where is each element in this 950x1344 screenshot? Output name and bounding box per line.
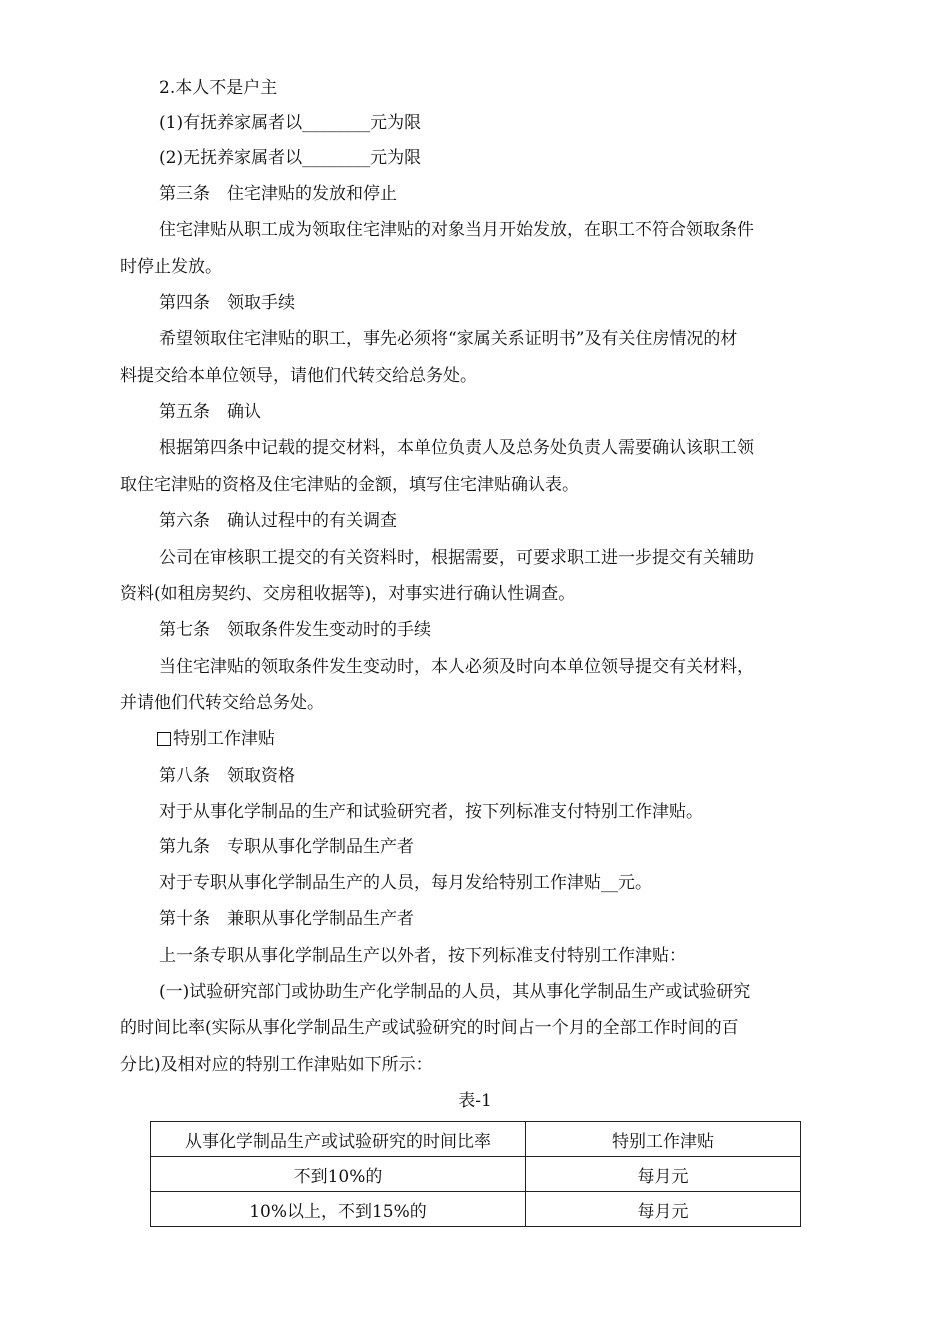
text-line: 对于从事化学制品的生产和试验研究者，按下列标准支付特别工作津贴。: [159, 802, 703, 822]
table-caption: 表-1: [458, 1091, 492, 1111]
article-heading: 第四条 领取手续: [159, 293, 295, 313]
text-line: 料提交给本单位领导，请他们代转交给总务处。: [120, 366, 477, 386]
text-line: 根据第四条中记载的提交材料，本单位负责人及总务处负责人需要确认该职工领: [159, 438, 754, 458]
text-line: 取住宅津贴的资格及住宅津贴的金额，填写住宅津贴确认表。: [120, 475, 579, 495]
text-line: 希望领取住宅津贴的职工，事先必须将“家属关系证明书”及有关住房情况的材: [159, 329, 738, 349]
article-heading: 第十条 兼职从事化学制品生产者: [159, 909, 414, 929]
section-heading-label: 特别工作津贴: [173, 729, 275, 749]
text-line: (1)有抚养家属者以________元为限: [159, 113, 422, 133]
table-row: [151, 1157, 801, 1192]
text-line: 住宅津贴从职工成为领取住宅津贴的对象当月开始发放，在职工不符合领取条件: [159, 220, 754, 240]
table-cell: 不到10%的: [151, 1157, 526, 1192]
text-line: 上一条专职从事化学制品生产以外者，按下列标准支付特别工作津贴：: [159, 946, 686, 966]
article-heading: 第八条 领取资格: [159, 766, 295, 786]
article-heading: 第三条 住宅津贴的发放和停止: [159, 184, 397, 204]
text-line: 的时间比率(实际从事化学制品生产或试验研究的时间占一个月的全部工作时间的百: [120, 1018, 739, 1038]
table-header-cell: 特别工作津贴: [526, 1122, 801, 1157]
table-header-cell: 从事化学制品生产或试验研究的时间比率: [151, 1122, 526, 1157]
table-header-row: [151, 1122, 801, 1157]
text-line: 分比)及相对应的特别工作津贴如下所示：: [120, 1055, 433, 1075]
text-line: 并请他们代转交给总务处。: [120, 693, 324, 713]
text-line: 资料(如租房契约、交房租收据等)，对事实进行确认性调查。: [120, 584, 576, 604]
article-heading: 第五条 确认: [159, 402, 261, 422]
article-heading: 第六条 确认过程中的有关调查: [159, 511, 397, 531]
article-heading: 第七条 领取条件发生变动时的手续: [159, 620, 431, 640]
text-line: (2)无抚养家属者以________元为限: [159, 148, 422, 168]
table-cell: 每月元: [526, 1192, 801, 1227]
allowance-table: [150, 1121, 801, 1227]
text-line: (一)试验研究部门或协助生产化学制品的人员，其从事化学制品生产或试验研究: [159, 982, 751, 1002]
text-line: 时停止发放。: [120, 257, 222, 277]
table-cell: 10%以上，不到15%的: [151, 1192, 526, 1227]
text-line: 2.本人不是户主: [159, 78, 278, 98]
section-heading: [157, 729, 275, 749]
table-row: [151, 1192, 801, 1227]
article-heading: 第九条 专职从事化学制品生产者: [159, 837, 414, 857]
text-line: 对于专职从事化学制品生产的人员，每月发给特别工作津贴__元。: [159, 873, 652, 893]
checkbox-square-icon: [157, 732, 171, 746]
table-cell: 每月元: [526, 1157, 801, 1192]
text-line: 当住宅津贴的领取条件发生变动时，本人必须及时向本单位领导提交有关材料，: [159, 657, 754, 677]
text-line: 公司在审核职工提交的有关资料时，根据需要，可要求职工进一步提交有关辅助: [159, 548, 754, 568]
